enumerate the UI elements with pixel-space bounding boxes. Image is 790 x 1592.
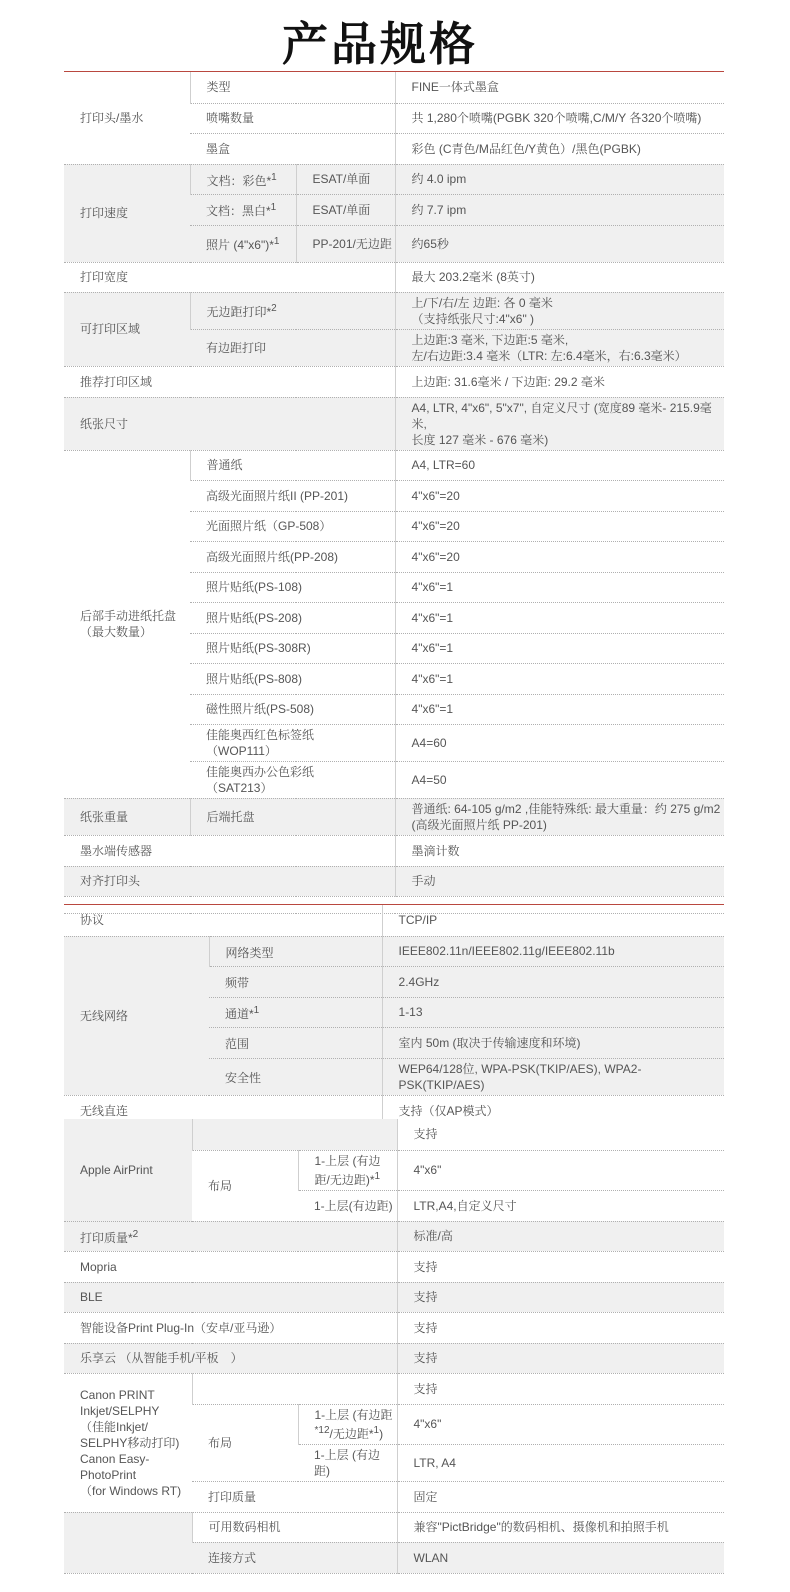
sub-label: 佳能奥西红色标签纸 （WOP111） bbox=[190, 724, 395, 761]
value-cell: 支持 bbox=[397, 1373, 724, 1404]
mode-label: ESAT/单面 bbox=[296, 164, 395, 194]
value-cell: 彩色 (C青色/M品红色/Y黄色）/黑色(PGBK) bbox=[395, 133, 724, 164]
value-cell: 约 7.7 ipm bbox=[395, 194, 724, 225]
row-label: 协议 bbox=[64, 905, 382, 936]
value-cell: 支持 bbox=[397, 1119, 724, 1150]
value-cell: IEEE802.11n/IEEE802.11g/IEEE802.11b bbox=[382, 936, 724, 966]
mode-label: 1-上层 (有边 距/无边距)*$^1$ bbox=[298, 1150, 397, 1190]
sub-label: 照片贴纸(PS-808) bbox=[190, 663, 395, 694]
mode-label: 1-上层 (有边距 $^{*12}$/无边距*$^1$) bbox=[298, 1404, 397, 1444]
sub-label: 文档：黑白*$^1$ bbox=[190, 194, 296, 225]
value-cell: 手动 bbox=[395, 866, 724, 896]
row-label: 可打印区域 bbox=[64, 292, 190, 366]
row-label: 无线网络 bbox=[64, 936, 209, 1095]
sub-label: 光面照片纸（GP-508） bbox=[190, 511, 395, 541]
row-label: Mopria bbox=[64, 1251, 397, 1282]
row-label: BLE bbox=[64, 1282, 397, 1312]
sub-label: 可用数码相机 bbox=[192, 1512, 397, 1542]
row-label: 推荐打印区域 bbox=[64, 366, 395, 397]
value-cell: 4"x6"=20 bbox=[395, 541, 724, 572]
row-label bbox=[64, 1512, 192, 1573]
value-cell: 4"x6"=1 bbox=[395, 602, 724, 633]
page-title: 产品规格 bbox=[282, 17, 478, 71]
value-cell: 标准/高 bbox=[397, 1221, 724, 1251]
mode-label: ESAT/单面 bbox=[296, 194, 395, 225]
value-cell: A4=60 bbox=[395, 724, 724, 761]
sub-label: 文档：彩色*$^1$ bbox=[190, 164, 296, 194]
spec-table-network bbox=[64, 905, 724, 1127]
sub-label: 后端托盘 bbox=[190, 798, 395, 835]
empty-cell bbox=[192, 1373, 397, 1404]
sub-label: 墨盒 bbox=[190, 133, 395, 164]
value-cell: 支持 bbox=[397, 1251, 724, 1282]
sub-label: 频带 bbox=[209, 966, 382, 997]
row-label: 纸张尺寸 bbox=[64, 397, 395, 450]
value-cell: 普通纸: 64-105 g/m2 ,佳能特殊纸: 最大重量：约 275 g/m2 (高级光面照片纸 PP-201) bbox=[395, 798, 724, 835]
mode-label: PP-201/无边距 bbox=[296, 225, 395, 262]
value-cell: 支持 bbox=[397, 1312, 724, 1343]
sub-label: 无边距打印*$^2$ bbox=[190, 292, 395, 329]
value-cell: 2.4GHz bbox=[382, 966, 724, 997]
spec-table-printing bbox=[64, 72, 724, 914]
value-cell: 4"x6" bbox=[397, 1404, 724, 1444]
value-cell: 上边距:3 毫米, 下边距:5 毫米, 左/右边距:3.4 毫米（LTR: 左:6.4毫米，右:6.3毫米） bbox=[395, 329, 724, 366]
value-cell: 最大 203.2毫米 (8英寸) bbox=[395, 262, 724, 292]
row-label: 打印宽度 bbox=[64, 262, 395, 292]
value-cell: 兼容"PictBridge"的数码相机、摄像机和拍照手机 bbox=[397, 1512, 724, 1542]
mode-label: 1-上层(有边距) bbox=[298, 1190, 397, 1221]
sub-label: 照片贴纸(PS-208) bbox=[190, 602, 395, 633]
sub-label: 高级光面照片纸(PP-208) bbox=[190, 541, 395, 572]
value-cell: 1-13 bbox=[382, 997, 724, 1027]
value-cell: 室内 50m (取决于传输速度和环境) bbox=[382, 1027, 724, 1058]
value-cell: 4"x6"=1 bbox=[395, 572, 724, 602]
value-cell: 支持 bbox=[397, 1282, 724, 1312]
value-cell: A4=50 bbox=[395, 761, 724, 798]
sub-label: 打印质量 bbox=[192, 1481, 397, 1512]
sub-label: 类型 bbox=[190, 72, 395, 103]
value-cell: TCP/IP bbox=[382, 905, 724, 936]
value-cell: 4"x6"=1 bbox=[395, 694, 724, 724]
value-cell: FINE一体式墨盒 bbox=[395, 72, 724, 103]
sub-label: 通道*$^1$ bbox=[209, 997, 382, 1027]
sub-label: 布局 bbox=[192, 1404, 298, 1481]
value-cell: 支持 bbox=[397, 1343, 724, 1373]
value-cell: A4, LTR=60 bbox=[395, 450, 724, 480]
row-label: 无线直连 bbox=[64, 1095, 382, 1126]
row-label: 后部手动进纸托盘 （最大数量） bbox=[64, 450, 190, 798]
spec-table-mobile bbox=[64, 1119, 724, 1574]
sub-label: 磁性照片纸(PS-508) bbox=[190, 694, 395, 724]
value-cell: A4, LTR, 4"x6", 5"x7", 自定义尺寸 (宽度89 毫米- 215.9毫米, 长度 127 毫米 - 676 毫米) bbox=[395, 397, 724, 450]
value-cell: 约 4.0 ipm bbox=[395, 164, 724, 194]
sub-label: 安全性 bbox=[209, 1058, 382, 1095]
sub-label: 照片 (4"x6")*$^1$ bbox=[190, 225, 296, 262]
value-cell: 4"x6" bbox=[397, 1150, 724, 1190]
row-label: 打印速度 bbox=[64, 164, 190, 262]
value-cell: WEP64/128位, WPA-PSK(TKIP/AES), WPA2-PSK(TKIP/AES) bbox=[382, 1058, 724, 1095]
sub-label: 高级光面照片纸II (PP-201) bbox=[190, 480, 395, 511]
value-cell: 上边距: 31.6毫米 / 下边距: 29.2 毫米 bbox=[395, 366, 724, 397]
row-label: 乐享云 （从智能手机/平板 ） bbox=[64, 1343, 397, 1373]
row-label: Apple AirPrint bbox=[64, 1119, 192, 1221]
value-cell: 上/下/右/左 边距: 各 0 毫米 （支持纸张尺寸:4"x6" ) bbox=[395, 292, 724, 329]
value-cell: 4"x6"=20 bbox=[395, 480, 724, 511]
sub-label: 照片贴纸(PS-308R) bbox=[190, 633, 395, 663]
value-cell: 支持（仅AP模式） bbox=[382, 1095, 724, 1126]
row-label: 墨水端传感器 bbox=[64, 835, 395, 866]
row-label: 纸张重量 bbox=[64, 798, 190, 835]
value-cell: 4"x6"=1 bbox=[395, 663, 724, 694]
value-cell: WLAN bbox=[397, 1542, 724, 1573]
sub-label: 网络类型 bbox=[209, 936, 382, 966]
empty-cell bbox=[192, 1119, 397, 1150]
row-label: 打印头/墨水 bbox=[64, 72, 190, 164]
row-label: 对齐打印头 bbox=[64, 866, 395, 896]
sub-label: 范围 bbox=[209, 1027, 382, 1058]
row-label: 智能设备Print Plug-In（安卓/亚马逊） bbox=[64, 1312, 397, 1343]
value-cell: 4"x6"=1 bbox=[395, 633, 724, 663]
row-label: 打印质量*$^2$ bbox=[64, 1221, 397, 1251]
value-cell: 4"x6"=20 bbox=[395, 511, 724, 541]
sub-label: 连接方式 bbox=[192, 1542, 397, 1573]
row-label: Canon PRINT Inkjet/SELPHY （佳能Inkjet/ SELPHY移动打印) Canon Easy- PhotoPrint （for Windows RT) bbox=[64, 1373, 192, 1512]
mode-label: 1-上层 (有边 距) bbox=[298, 1444, 397, 1481]
value-cell: LTR, A4 bbox=[397, 1444, 724, 1481]
value-cell: 共 1,280个喷嘴(PGBK 320个喷嘴,C/M/Y 各320个喷嘴) bbox=[395, 103, 724, 133]
value-cell: LTR,A4,自定义尺寸 bbox=[397, 1190, 724, 1221]
sub-label: 普通纸 bbox=[190, 450, 395, 480]
sub-label: 照片贴纸(PS-108) bbox=[190, 572, 395, 602]
sub-label: 佳能奥西办公色彩纸 （SAT213） bbox=[190, 761, 395, 798]
sub-label: 喷嘴数量 bbox=[190, 103, 395, 133]
value-cell: 约65秒 bbox=[395, 225, 724, 262]
sub-label: 布局 bbox=[192, 1150, 298, 1221]
value-cell: 固定 bbox=[397, 1481, 724, 1512]
value-cell: 墨滴计数 bbox=[395, 835, 724, 866]
sub-label: 有边距打印 bbox=[190, 329, 395, 366]
